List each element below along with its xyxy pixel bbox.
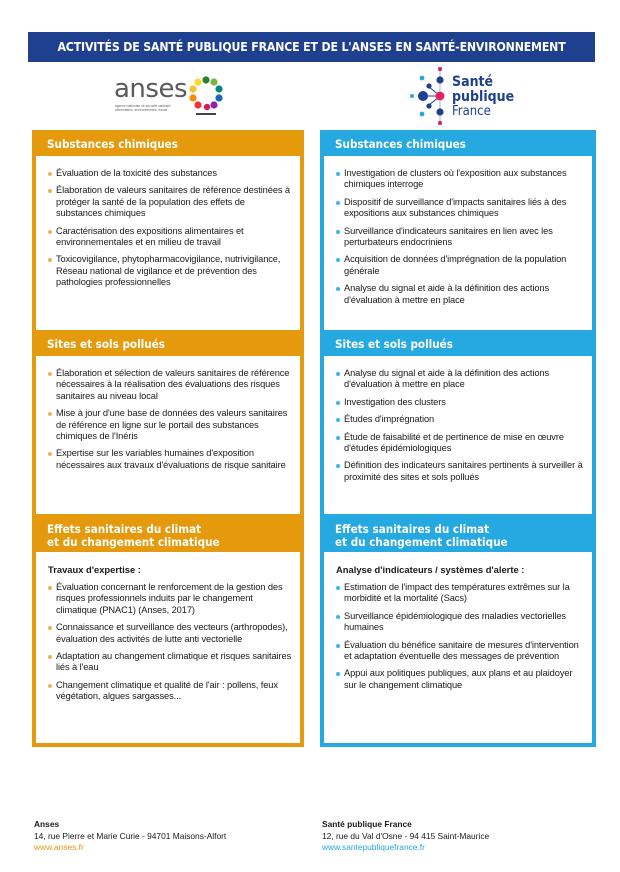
list-item: Expertise sur les variables humaines d'exposition nécessaires aux travaux d'évaluations de risque sanitaire xyxy=(46,448,292,471)
list-item: Élaboration de valeurs sanitaires de référence destinées à protéger la santé de la population des effets de substances chimiques xyxy=(46,185,292,219)
anses-section-substances xyxy=(36,134,300,330)
list-item: Investigation des clusters xyxy=(334,397,584,408)
bullet-icon xyxy=(336,372,340,376)
section-heading: Substances chimiques xyxy=(36,134,300,156)
bullet-icon xyxy=(336,201,340,205)
list-item: Appui aux politiques publiques, aux plans et au plaidoyer sur le changement climatique xyxy=(334,668,584,691)
bullet-icon xyxy=(48,189,52,193)
section-lead: Travaux d'expertise : xyxy=(48,564,141,575)
bullet-icon xyxy=(48,258,52,262)
bullet-icon xyxy=(336,464,340,468)
anses-logo-tagline: agence nationale de sécurité sanitaire alimentation, environnement, travail xyxy=(115,104,171,112)
list-item: Élaboration et sélection de valeurs sanitaires de référence nécessaires à la réalisation des évaluations des risques sanitaires au niveau local xyxy=(46,368,292,402)
bullet-icon xyxy=(336,672,340,676)
anses-flower-icon xyxy=(188,76,224,118)
anses-logo xyxy=(114,74,224,122)
list-item: Analyse du signal et aide à la définition des actions d'évaluation à mettre en place xyxy=(334,368,584,391)
list-item: Évaluation du bénéfice sanitaire de mesures d'intervention et adaptation éventuelle des messages de prévention xyxy=(334,640,584,663)
spf-logo-line1: Santé xyxy=(452,74,494,90)
bullet-icon xyxy=(336,287,340,291)
list-item: Définition des indicateurs sanitaires pertinents à surveiller à proximité des sites et sols pollués xyxy=(334,460,584,483)
list-item: Évaluation concernant le renforcement de la gestion des risques professionnels induits par le changement climatique (PNAC1) (Anses, 2017) xyxy=(46,582,292,616)
section-heading: Sites et sols pollués xyxy=(36,334,300,356)
list-item: Évaluation de la toxicité des substances xyxy=(46,168,292,179)
bullet-icon xyxy=(48,230,52,234)
section-lead: Analyse d'indicateurs / systèmes d'alerte : xyxy=(336,564,525,575)
spf-logo xyxy=(403,66,513,128)
bullet-icon xyxy=(48,586,52,590)
spf-network-icon xyxy=(403,66,451,128)
section-heading: Substances chimiques xyxy=(324,134,592,156)
anses-section-climat xyxy=(36,518,300,743)
bullet-icon xyxy=(336,644,340,648)
spf-section-substances xyxy=(324,134,592,330)
bullet-icon xyxy=(336,258,340,262)
page-title-banner: ACTIVITÉS DE SANTÉ PUBLIQUE FRANCE ET DE L'ANSES EN SANTÉ-ENVIRONNEMENT xyxy=(28,32,595,62)
bullet-icon xyxy=(336,172,340,176)
spf-website-link[interactable]: www.santepubliquefrance.fr xyxy=(322,842,425,852)
anses-activities-column xyxy=(32,130,304,747)
anses-logo-word: anses xyxy=(114,74,187,104)
spf-logo-line2: publique xyxy=(452,89,515,105)
list-item: Toxicovigilance, phytopharmacovigilance, nutrivigilance, Réseau national de vigilance et de prévention des pathologies professionnelles xyxy=(46,254,292,288)
anses-website-link[interactable]: www.anses.fr xyxy=(34,842,84,852)
spf-section-climat xyxy=(324,518,592,743)
section-heading-line1: Effets sanitaires du climat xyxy=(47,522,202,536)
list-item: Analyse du signal et aide à la définition des actions d'évaluation à mettre en place xyxy=(334,283,584,306)
list-item: Études d'imprégnation xyxy=(334,414,584,425)
section-heading-line2: et du changement climatique xyxy=(335,535,508,549)
anses-contact xyxy=(34,819,226,854)
section-heading-line1: Effets sanitaires du climat xyxy=(335,522,490,536)
bullet-icon xyxy=(336,586,340,590)
bullet-icon xyxy=(48,626,52,630)
bullet-icon xyxy=(48,372,52,376)
spf-section-sites-sols xyxy=(324,334,592,514)
section-heading-line2: et du changement climatique xyxy=(47,535,220,549)
spf-activities-column xyxy=(320,130,596,747)
bullet-icon xyxy=(336,401,340,405)
section-heading: Sites et sols pollués xyxy=(324,334,592,356)
list-item: Acquisition de données d'imprégnation de la population générale xyxy=(334,254,584,277)
contact-name: Anses xyxy=(34,819,60,829)
list-item: Investigation de clusters où l'exposition aux substances chimiques interroge xyxy=(334,168,584,191)
contact-address: 12, rue du Val d'Osne - 94 415 Saint-Maurice xyxy=(322,830,490,841)
bullet-icon xyxy=(336,230,340,234)
list-item: Étude de faisabilité et de pertinence de mise en œuvre d'études épidémiologiques xyxy=(334,432,584,455)
bullet-icon xyxy=(48,412,52,416)
contact-name: Santé publique France xyxy=(322,819,412,829)
bullet-icon xyxy=(336,436,340,440)
list-item: Surveillance d'indicateurs sanitaires en lien avec les perturbateurs endocriniens xyxy=(334,226,584,249)
bullet-icon xyxy=(48,684,52,688)
list-item: Changement climatique et qualité de l'air : pollens, feux végétation, algues sargasses... xyxy=(46,680,292,703)
list-item: Adaptation au changement climatique et risques sanitaires liés à l'eau xyxy=(46,651,292,674)
bullet-icon xyxy=(48,172,52,176)
bullet-icon xyxy=(48,655,52,659)
list-item: Surveillance épidémiologique des maladies vectorielles humaines xyxy=(334,611,584,634)
spf-contact xyxy=(322,819,489,854)
bullet-icon xyxy=(48,452,52,456)
section-heading xyxy=(36,518,300,552)
section-heading xyxy=(324,518,592,552)
spf-logo-line3: France xyxy=(452,104,491,119)
bullet-icon xyxy=(336,418,340,422)
anses-section-sites-sols xyxy=(36,334,300,514)
bullet-icon xyxy=(336,615,340,619)
contact-address: 14, rue Pierre et Marie Curie - 94701 Maisons-Alfort xyxy=(34,830,227,841)
list-item: Dispositif de surveillance d'impacts sanitaires liés à des expositions aux substances chimiques xyxy=(334,197,584,220)
list-item: Connaissance et surveillance des vecteurs (arthropodes), évaluation des activités de lutte anti vectorielle xyxy=(46,622,292,645)
list-item: Mise à jour d'une base de données des valeurs sanitaires de référence en ligne sur le portail des substances chimiques de l'Inéris xyxy=(46,408,292,442)
list-item: Caractérisation des expositions alimentaires et environnementales et en milieu de travail xyxy=(46,226,292,249)
list-item: Estimation de l'impact des températures extrêmes sur la morbidité et la mortalité (Sacs) xyxy=(334,582,584,605)
